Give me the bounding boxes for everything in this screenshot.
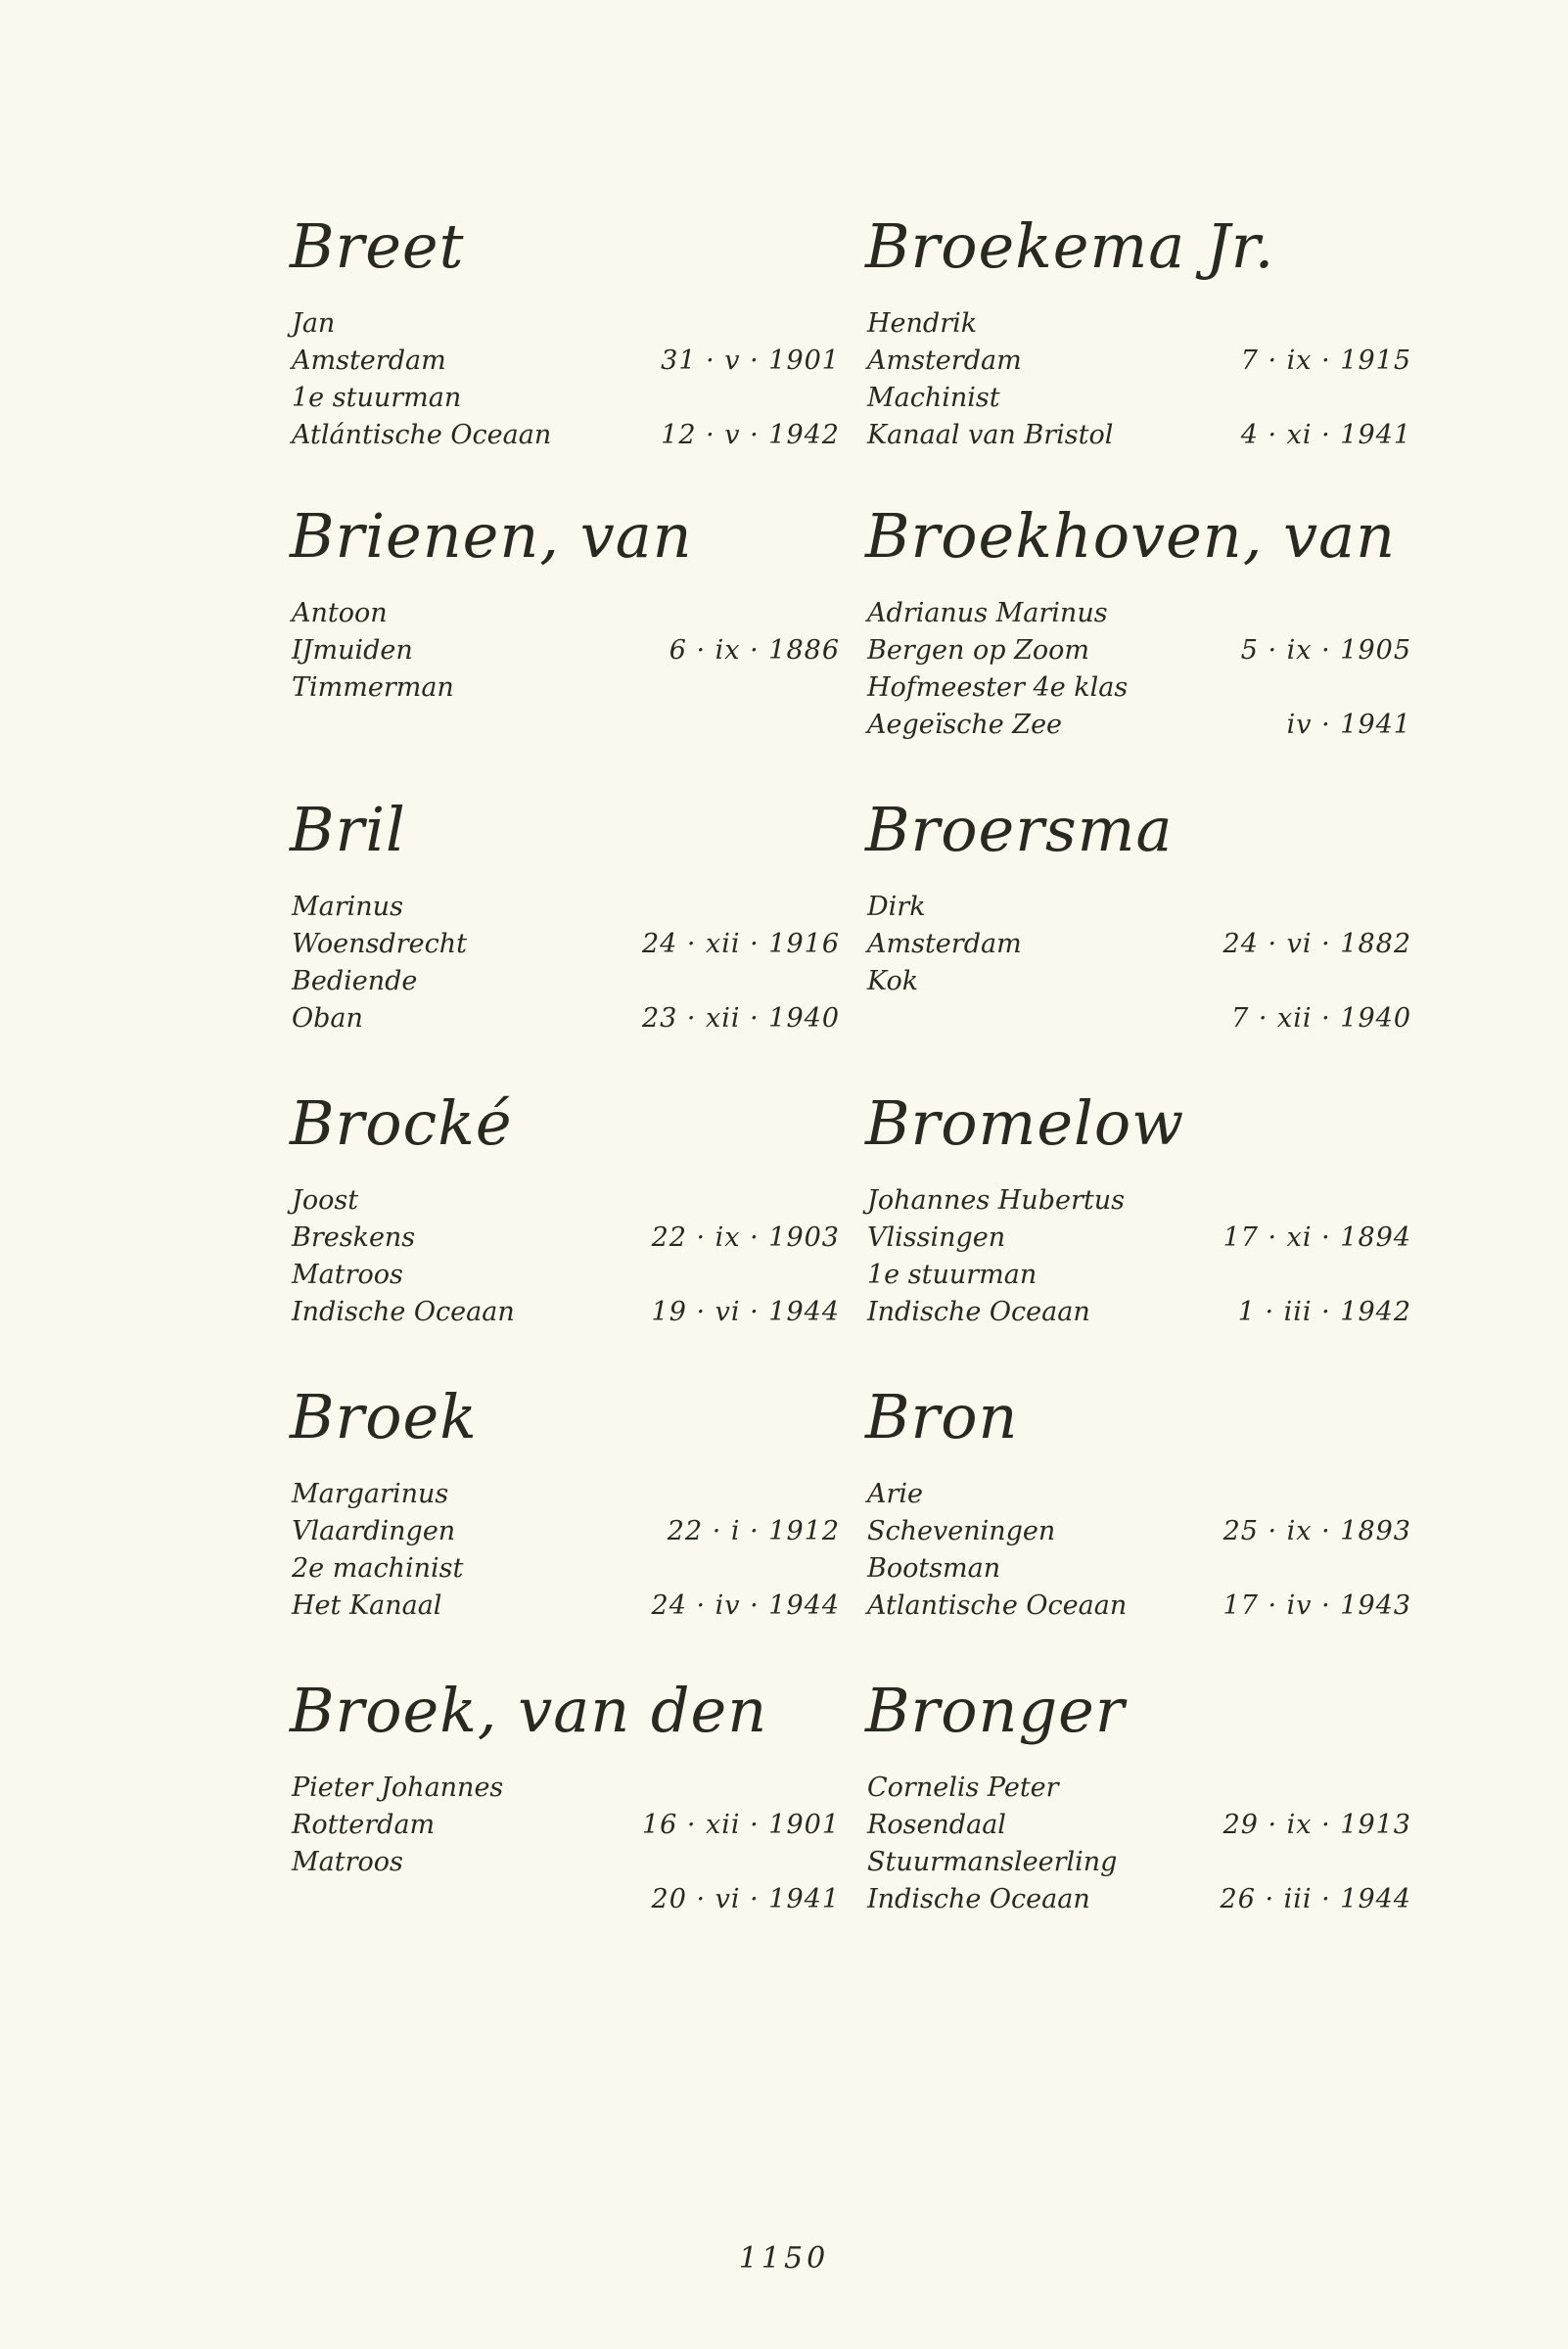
death-date: 1 · iii · 1942 [1237,1297,1411,1327]
death-place: Indische Oceaan [867,1884,1090,1914]
death-date: 4 · xi · 1941 [1240,420,1411,450]
death-place: Atlántische Oceaan [292,420,552,450]
rank-line [867,669,1411,707]
rank-line [292,669,840,707]
surname: Broek, van den [290,1675,768,1746]
given-names-line [292,305,840,343]
surname: Broersma [865,794,1174,865]
death-date: 24 · iv · 1944 [651,1590,840,1621]
death-date: 12 · v · 1942 [661,420,840,450]
birth-date: 16 · xii · 1901 [641,1810,840,1840]
entry-brocke [290,1084,838,1378]
given-names: Jan [292,308,336,339]
given-names-line [292,1476,840,1513]
surname: Broekhoven, van [865,500,1397,572]
given-names: Cornelis Peter [867,1773,1059,1803]
death-place: Oban [292,1003,363,1034]
entry-broek-van-den [290,1672,838,1965]
surname: Brocké [290,1087,513,1159]
rank-line [867,963,1411,1000]
birth-date: 7 · ix · 1915 [1240,345,1411,376]
death-place: Kanaal van Bristol [867,420,1114,450]
rank: Matroos [292,1847,403,1877]
entry-bronger [865,1672,1409,1965]
entry-broersma [865,791,1409,1084]
birth-line [867,1807,1411,1844]
given-names: Pieter Johannes [292,1773,504,1803]
death-line [867,1881,1411,1918]
given-names-line [292,889,840,926]
rank-line [292,1257,840,1294]
death-line [292,1881,840,1918]
birth-date: 24 · vi · 1882 [1222,929,1411,959]
rank-line [292,963,840,1000]
death-line [867,707,1411,744]
birth-line [867,1220,1411,1257]
given-names: Antoon [292,598,388,628]
birth-date: 24 · xii · 1916 [641,929,840,959]
rank-line [867,380,1411,417]
birth-date: 31 · v · 1901 [661,345,840,376]
death-place: Indische Oceaan [867,1297,1090,1327]
birth-line [867,632,1411,669]
entry-bron [865,1378,1409,1672]
birth-date: 29 · ix · 1913 [1222,1810,1411,1840]
rank: Machinist [867,383,1000,413]
birth-line [292,926,840,963]
surname: Breet [290,210,465,282]
birth-line [292,1513,840,1550]
death-place: Aegeïsche Zee [867,710,1063,740]
rank: Timmerman [292,672,454,703]
rank: Bediende [292,966,418,996]
death-line [292,1588,840,1625]
birth-line [867,343,1411,380]
birthplace: Amsterdam [867,345,1022,376]
birth-date: 22 · ix · 1903 [651,1222,840,1253]
birth-date: 25 · ix · 1893 [1222,1516,1411,1546]
rank: Hofmeester 4e klas [867,672,1129,703]
death-place: Het Kanaal [292,1590,442,1621]
death-date: 17 · iv · 1943 [1222,1590,1411,1621]
rank: Bootsman [867,1553,1001,1584]
entry-broekhoven-van [865,497,1409,791]
death-line [867,1294,1411,1331]
birthplace: Amsterdam [292,345,446,376]
given-names-line [292,1182,840,1220]
surname: Brienen, van [290,500,693,572]
death-line [292,707,840,744]
surname: Bromelow [865,1087,1185,1159]
birth-line [292,343,840,380]
given-names-line [292,595,840,632]
surname: Broekema Jr. [865,210,1275,282]
death-place: Indische Oceaan [292,1297,515,1327]
death-line [867,417,1411,454]
rank-line [292,380,840,417]
birth-line [292,1220,840,1257]
rank-line [292,1844,840,1881]
birth-line [292,1807,840,1844]
birth-line [867,1513,1411,1550]
death-date: iv · 1941 [1286,710,1411,740]
birthplace: Scheveningen [867,1516,1056,1546]
birth-line [292,632,840,669]
surname: Bron [865,1381,1019,1452]
death-line [867,1000,1411,1037]
rank-line [292,1550,840,1588]
surname: Broek [290,1381,478,1452]
given-names: Dirk [867,892,926,922]
entry-breet [290,207,838,501]
given-names-line [867,1182,1411,1220]
birth-date: 6 · ix · 1886 [669,635,840,666]
entry-bromelow [865,1084,1409,1378]
entry-bril [290,791,838,1084]
death-line [867,1588,1411,1625]
death-date: 20 · vi · 1941 [651,1884,840,1914]
given-names-line [867,305,1411,343]
death-date: 23 · xii · 1940 [641,1003,840,1034]
death-place: Atlantische Oceaan [867,1590,1128,1621]
given-names-line [867,889,1411,926]
birthplace: Rosendaal [867,1810,1006,1840]
given-names: Johannes Hubertus [867,1185,1125,1216]
birthplace: Vlissingen [867,1222,1006,1253]
rank: 1e stuurman [867,1260,1038,1290]
given-names: Adrianus Marinus [867,598,1108,628]
rank-line [867,1844,1411,1881]
birthplace: Bergen op Zoom [867,635,1089,666]
rank: Matroos [292,1260,403,1290]
birth-date: 17 · xi · 1894 [1222,1222,1411,1253]
given-names: Joost [292,1185,359,1216]
birthplace: Breskens [292,1222,416,1253]
death-line [292,1294,840,1331]
birth-date: 22 · i · 1912 [667,1516,840,1546]
death-line [292,417,840,454]
given-names-line [867,595,1411,632]
birthplace: Rotterdam [292,1810,436,1840]
rank-line [867,1257,1411,1294]
entry-broek [290,1378,838,1672]
birthplace: Woensdrecht [292,929,467,959]
birthplace: Amsterdam [867,929,1022,959]
death-date: 7 · xii · 1940 [1231,1003,1411,1034]
given-names-line [867,1476,1411,1513]
death-line [292,1000,840,1037]
birth-date: 5 · ix · 1905 [1240,635,1411,666]
given-names: Margarinus [292,1479,449,1509]
given-names-line [292,1770,840,1807]
death-date: 26 · iii · 1944 [1220,1884,1411,1914]
rank: Stuurmansleerling [867,1847,1118,1877]
surname: Bril [290,794,406,865]
rank: 1e stuurman [292,383,462,413]
birthplace: Vlaardingen [292,1516,456,1546]
rank: Kok [867,966,919,996]
birth-line [867,926,1411,963]
entry-broekema-jr [865,207,1409,501]
rank: 2e machinist [292,1553,464,1584]
birthplace: IJmuiden [292,635,413,666]
surname: Bronger [865,1675,1126,1746]
given-names-line [867,1770,1411,1807]
given-names: Arie [867,1479,924,1509]
given-names: Marinus [292,892,403,922]
entry-brienen-van [290,497,838,791]
rank-line [867,1550,1411,1588]
given-names: Hendrik [867,308,978,339]
death-date: 19 · vi · 1944 [651,1297,840,1327]
page-number: 1150 [738,2241,830,2276]
